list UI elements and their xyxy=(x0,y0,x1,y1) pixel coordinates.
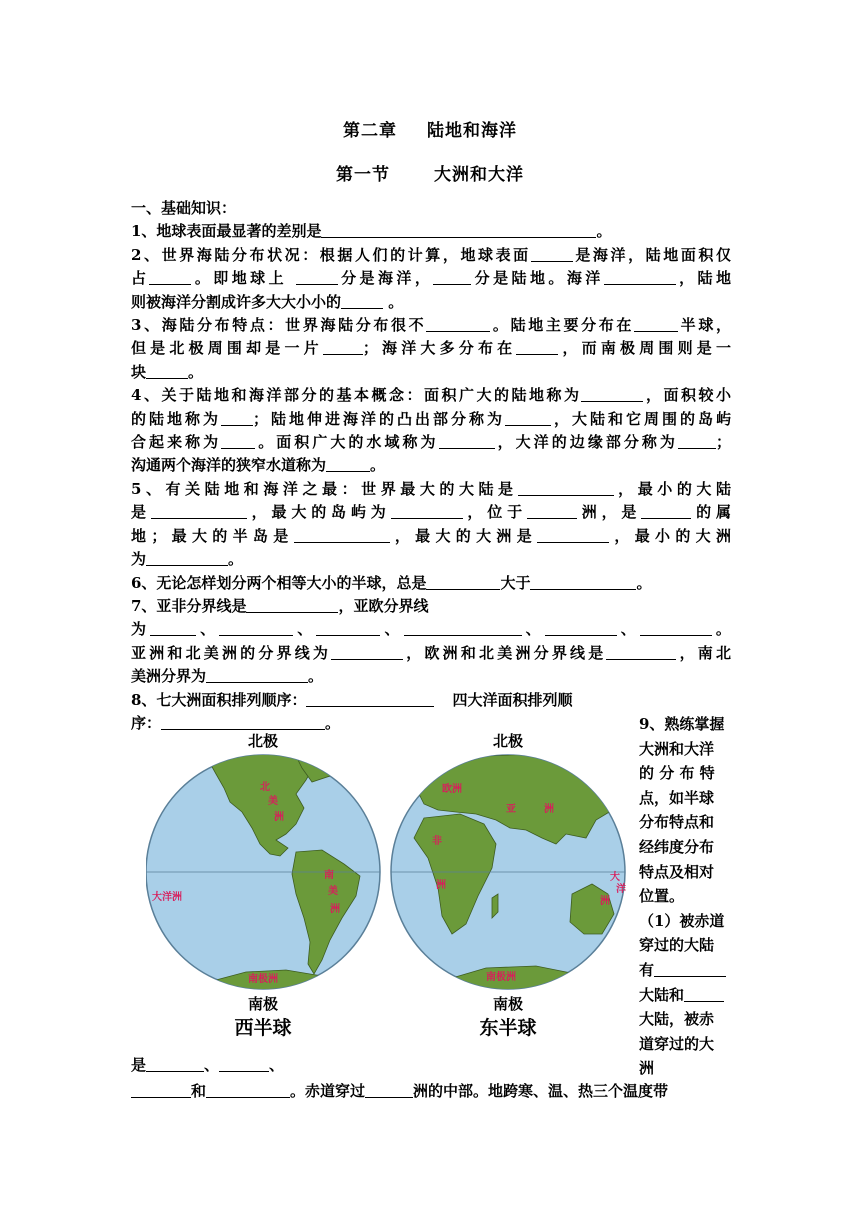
blank[interactable] xyxy=(518,479,614,496)
question-3-line3: 块 。 xyxy=(131,362,204,381)
side-line: 位置。 xyxy=(639,887,685,906)
question-7-line4: 美洲分界为 。 xyxy=(131,667,324,686)
chapter-title xyxy=(0,116,860,141)
section-number: 第一节 xyxy=(336,165,390,185)
bottom-line2: 和 。赤道穿过 洲的中部。地跨寒、温、热三个温度带 xyxy=(131,1078,731,1104)
blank[interactable] xyxy=(606,643,676,660)
question-8-line2: 序： 。 xyxy=(131,713,341,732)
side-line: 道穿过的大 xyxy=(639,1034,715,1053)
question-5-line2: 是 ，最大的岛屿为 ，位于 洲，是 的属 xyxy=(131,503,731,522)
blank[interactable] xyxy=(341,292,383,309)
blank[interactable] xyxy=(150,619,196,636)
blank[interactable] xyxy=(530,573,636,590)
blank[interactable] xyxy=(149,268,191,285)
map-label: 南极洲 xyxy=(248,974,278,985)
blank[interactable] xyxy=(537,526,609,543)
western-hemisphere-map xyxy=(146,732,386,1039)
map-label: 洲 xyxy=(274,812,284,823)
map-label: 洲 xyxy=(544,804,554,815)
blank[interactable] xyxy=(654,960,726,977)
blank[interactable] xyxy=(545,619,617,636)
question-9-continued xyxy=(131,1052,731,1104)
blank[interactable] xyxy=(527,502,577,519)
blank[interactable] xyxy=(326,455,370,472)
blank[interactable] xyxy=(219,619,293,636)
question-5-line1: 5、有关陆地和海洋之最：世界最大的大陆是 ，最小的大陆 xyxy=(131,479,731,498)
east-north-pole-label: 北极 xyxy=(492,732,524,750)
blank[interactable] xyxy=(206,1081,290,1098)
east-south-pole-label: 南极 xyxy=(492,995,524,1013)
blank[interactable] xyxy=(206,666,308,683)
blank[interactable] xyxy=(316,619,380,636)
blank[interactable] xyxy=(426,315,490,332)
question-5-line4: 为 。 xyxy=(131,550,244,569)
blank[interactable] xyxy=(151,502,247,519)
blank[interactable] xyxy=(505,409,551,426)
blank[interactable] xyxy=(391,502,463,519)
blank[interactable] xyxy=(684,985,724,1002)
eastern-hemisphere-map xyxy=(391,732,631,1039)
blank[interactable] xyxy=(146,549,228,566)
side-line: 大洲和大洋 xyxy=(639,739,715,758)
map-label: 欧洲 xyxy=(442,784,462,795)
blank[interactable] xyxy=(131,1081,191,1098)
blank[interactable] xyxy=(219,1055,269,1072)
question-2-line3: 则被海洋分割成许多大大小小的 。 xyxy=(131,292,404,311)
side-line: 分布特点和 xyxy=(639,813,715,832)
blank[interactable] xyxy=(581,385,643,402)
questions-block xyxy=(131,197,731,735)
blank[interactable] xyxy=(321,221,596,238)
question-4-line3: 合起来称为 。面积广大的水域称为 ，大洋的边缘部分称为 ； xyxy=(131,433,731,452)
question-7-line1: 7、亚非分界线是 ，亚欧分界线 xyxy=(131,596,429,615)
map-label: 非 xyxy=(432,836,442,847)
blank[interactable] xyxy=(221,432,255,449)
side-line: 穿过的大陆 xyxy=(639,936,715,955)
question-2-line2: 占 。即地球上 分是海洋， 分是陆地。海洋 ，陆地 xyxy=(131,269,731,288)
blank[interactable] xyxy=(678,432,716,449)
question-1: 1、地球表面最显著的差别是 。 xyxy=(131,222,612,241)
section-name: 大洲和大洋 xyxy=(434,165,524,185)
question-3-line1: 3、海陆分布特点：世界海陆分布很不 。陆地主要分布在 半球， xyxy=(131,316,731,335)
blank[interactable] xyxy=(433,268,471,285)
blank[interactable] xyxy=(294,526,390,543)
blank[interactable] xyxy=(531,245,573,262)
question-9-sidebar xyxy=(639,712,733,1081)
blank[interactable] xyxy=(516,338,558,355)
question-5-line3: 地；最大的半岛是 ，最大的大洲是 ，最小的大洲 xyxy=(131,526,731,545)
side-line: 9、熟练掌握 xyxy=(639,715,725,733)
question-8-line1: 8、七大洲面积排列顺序： 四大洋面积排列顺 xyxy=(131,690,573,709)
blank[interactable] xyxy=(439,432,495,449)
question-7-line2: 为 、 、 、 、 、 。 xyxy=(131,620,731,639)
map-label: 大洋洲 xyxy=(152,892,182,903)
blank[interactable] xyxy=(641,502,691,519)
blank[interactable] xyxy=(323,338,363,355)
question-3-line2: 但是北极周围却是一片 ；海洋大多分布在 ，而南极周围则是一 xyxy=(131,339,731,358)
blank[interactable] xyxy=(146,362,188,379)
side-line: 点，如半球 xyxy=(639,788,715,807)
map-label: 洲 xyxy=(436,880,446,891)
side-line: 特点及相对 xyxy=(639,862,715,881)
blank[interactable] xyxy=(404,619,522,636)
blank[interactable] xyxy=(365,1081,413,1098)
chapter-number: 第二章 xyxy=(343,121,397,141)
blank[interactable] xyxy=(146,1055,204,1072)
blank[interactable] xyxy=(634,315,678,332)
question-4-line4: 沟通两个海洋的狭窄水道称为 。 xyxy=(131,456,386,475)
side-line: 有 xyxy=(639,958,733,983)
west-north-pole-label: 北极 xyxy=(247,732,279,750)
side-line: 的 分 布 特 xyxy=(639,764,715,783)
map-label: 亚 xyxy=(506,804,516,815)
blank[interactable] xyxy=(640,619,712,636)
question-6: 6、无论怎样划分两个相等大小的半球，总是 大于 。 xyxy=(131,573,652,592)
question-7-line3: 亚洲和北美洲的分界线为 ，欧洲和北美洲分界线是 ，南北 xyxy=(131,643,731,662)
chapter-name: 陆地和海洋 xyxy=(427,121,517,141)
blank[interactable] xyxy=(306,690,434,707)
blank[interactable] xyxy=(426,573,500,590)
side-line: 经纬度分布 xyxy=(639,837,715,856)
side-line: 大陆，被赤 xyxy=(639,1010,715,1029)
side-line: 大陆和 xyxy=(639,983,733,1008)
map-label: 洲 xyxy=(330,904,340,915)
map-label: 洋 xyxy=(616,884,626,895)
blank[interactable] xyxy=(296,268,338,285)
blank[interactable] xyxy=(221,409,253,426)
map-label: 北 xyxy=(260,782,270,793)
hemisphere-maps xyxy=(146,728,632,1042)
blank[interactable] xyxy=(331,643,403,660)
map-label: 南极洲 xyxy=(486,972,516,983)
map-label: 美 xyxy=(268,796,278,807)
side-line: （1）被赤道 xyxy=(639,911,725,930)
section-title xyxy=(0,160,860,185)
question-2-line1: 2、世界海陆分布状况：根据人们的计算，地球表面 是海洋，陆地面积仅 xyxy=(131,245,731,264)
east-hemisphere-caption: 东半球 xyxy=(479,1017,537,1039)
question-4-line2: 的陆地称为 ；陆地伸进海洋的凸出部分称为 ，大陆和它周围的岛屿 xyxy=(131,409,731,428)
blank[interactable] xyxy=(246,596,338,613)
bottom-line1: 是 、 、 xyxy=(131,1056,285,1074)
heading-basics: 一、基础知识： xyxy=(131,199,237,217)
west-hemisphere-caption: 西半球 xyxy=(234,1017,292,1039)
map-label: 美 xyxy=(328,886,338,897)
blank[interactable] xyxy=(604,268,676,285)
map-label: 大 xyxy=(610,872,620,883)
map-label: 洲 xyxy=(600,896,610,907)
map-label: 南 xyxy=(324,870,334,881)
west-south-pole-label: 南极 xyxy=(247,995,279,1013)
question-4-line1: 4、关于陆地和海洋部分的基本概念：面积广大的陆地称为 ，面积较小 xyxy=(131,386,731,405)
side-line: 洲 xyxy=(639,1059,655,1078)
